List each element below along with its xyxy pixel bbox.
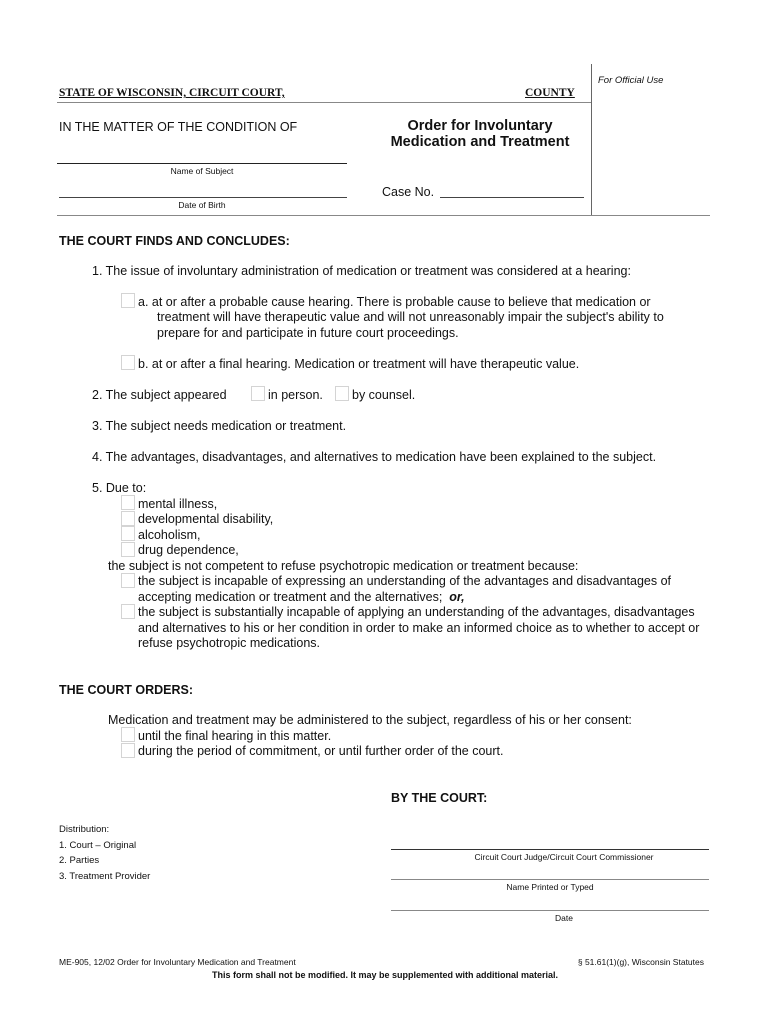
header-rule xyxy=(57,102,591,103)
orders-heading: THE COURT ORDERS: xyxy=(59,683,194,697)
finding-5: 5. Due to: xyxy=(92,481,147,495)
reason-1-or: or, xyxy=(449,590,465,604)
finding-2: 2. The subject appeared xyxy=(92,388,227,402)
checkbox-probable-cause-hearing[interactable] xyxy=(121,293,135,308)
distribution-item: 3. Treatment Provider xyxy=(59,871,151,882)
checkbox-incapable-expressing[interactable] xyxy=(121,573,135,588)
orders-text: Medication and treatment may be administered to the subject, regardless of his or her consent: xyxy=(108,713,632,727)
form-notice: This form shall not be modified. It may be supplemented with additional material. xyxy=(211,970,559,980)
reason-2-line1: the subject is substantially incapable of applying an understanding of the advantages, disadvantages xyxy=(138,605,695,619)
distribution-item: 2. Parties xyxy=(59,855,100,866)
checkbox-mental-illness[interactable] xyxy=(121,495,135,510)
checkbox-incapable-applying[interactable] xyxy=(121,604,135,619)
court-label: STATE OF WISCONSIN, CIRCUIT COURT, xyxy=(59,87,285,99)
checkbox-until-final-hearing[interactable] xyxy=(121,727,135,742)
findings-heading: THE COURT FINDS AND CONCLUDES: xyxy=(59,234,290,248)
finding-1b: b. at or after a final hearing. Medication or treatment will have therapeutic value. xyxy=(138,357,580,371)
by-the-court-label: BY THE COURT: xyxy=(391,791,488,805)
form-id: ME-905, 12/02 Order for Involuntary Medication and Treatment xyxy=(59,957,296,967)
finding-1a-line2: treatment will have therapeutic value and will not unreasonably impair the subject's ability to xyxy=(157,310,664,324)
date-label: Date xyxy=(555,913,573,923)
in-person-label: in person. xyxy=(268,388,323,402)
checkbox-period-of-commitment[interactable] xyxy=(121,743,135,758)
distribution-label: Distribution: xyxy=(59,824,110,835)
checkbox-final-hearing[interactable] xyxy=(121,355,135,370)
official-use-label: For Official Use xyxy=(598,75,664,86)
finding-1a-line3: prepare for and participate in future court proceedings. xyxy=(157,326,459,340)
option-mental-illness: mental illness, xyxy=(138,497,218,511)
name-printed-field[interactable] xyxy=(391,879,709,880)
form-title xyxy=(380,118,580,150)
checkbox-developmental-disability[interactable] xyxy=(121,511,135,526)
name-printed-label: Name Printed or Typed xyxy=(506,882,594,892)
form-title-line1: Order for Involuntary xyxy=(407,118,553,134)
date-of-birth-field[interactable] xyxy=(59,197,347,198)
reason-1-line1: the subject is incapable of expressing an understanding of the advantages and disadvantages of xyxy=(138,574,672,588)
finding-1a-line1: a. at or after a probable cause hearing. There is probable cause to believe that medication or xyxy=(138,295,651,309)
finding-5-because: the subject is not competent to refuse psychotropic medication or treatment because: xyxy=(108,559,579,573)
order-option-1: until the final hearing in this matter. xyxy=(138,729,332,743)
county-label: COUNTY xyxy=(525,87,575,99)
name-of-subject-label: Name of Subject xyxy=(170,166,234,176)
checkbox-in-person[interactable] xyxy=(251,386,265,401)
reason-2-line2: and alternatives to his or her condition in order to make an informed choice as to whether to accept or xyxy=(138,621,700,635)
distribution-item: 1. Court – Original xyxy=(59,840,137,851)
case-no-label: Case No. xyxy=(382,185,435,199)
form-title-line2: Medication and Treatment xyxy=(390,134,570,150)
option-developmental-disability: developmental disability, xyxy=(138,512,274,526)
case-no-field[interactable] xyxy=(440,197,584,198)
name-of-subject-field[interactable] xyxy=(57,163,347,164)
finding-4: 4. The advantages, disadvantages, and alternatives to medication have been explained to the subject. xyxy=(92,450,657,464)
header-bottom-rule xyxy=(57,215,710,216)
reason-1-line2 xyxy=(138,590,465,604)
judge-signature-field[interactable] xyxy=(391,849,709,850)
finding-3: 3. The subject needs medication or treatment. xyxy=(92,419,347,433)
date-field[interactable] xyxy=(391,910,709,911)
official-use-divider xyxy=(591,64,592,215)
matter-label: IN THE MATTER OF THE CONDITION OF xyxy=(59,120,298,134)
date-of-birth-label: Date of Birth xyxy=(178,200,226,210)
finding-1: 1. The issue of involuntary administration of medication or treatment was considered at a hearing: xyxy=(92,264,631,278)
option-alcoholism: alcoholism, xyxy=(138,528,201,542)
reason-2-line3: refuse psychotropic medications. xyxy=(138,636,321,650)
checkbox-alcoholism[interactable] xyxy=(121,526,135,541)
option-drug-dependence: drug dependence, xyxy=(138,543,239,557)
judge-signature-label: Circuit Court Judge/Circuit Court Commissioner xyxy=(474,852,654,862)
checkbox-drug-dependence[interactable] xyxy=(121,542,135,557)
statute-reference: § 51.61(1)(g), Wisconsin Statutes xyxy=(577,957,704,967)
reason-1-line2-text: accepting medication or treatment and the alternatives; xyxy=(138,590,443,604)
order-option-2: during the period of commitment, or until further order of the court. xyxy=(138,744,504,758)
by-counsel-label: by counsel. xyxy=(352,388,416,402)
checkbox-by-counsel[interactable] xyxy=(335,386,349,401)
